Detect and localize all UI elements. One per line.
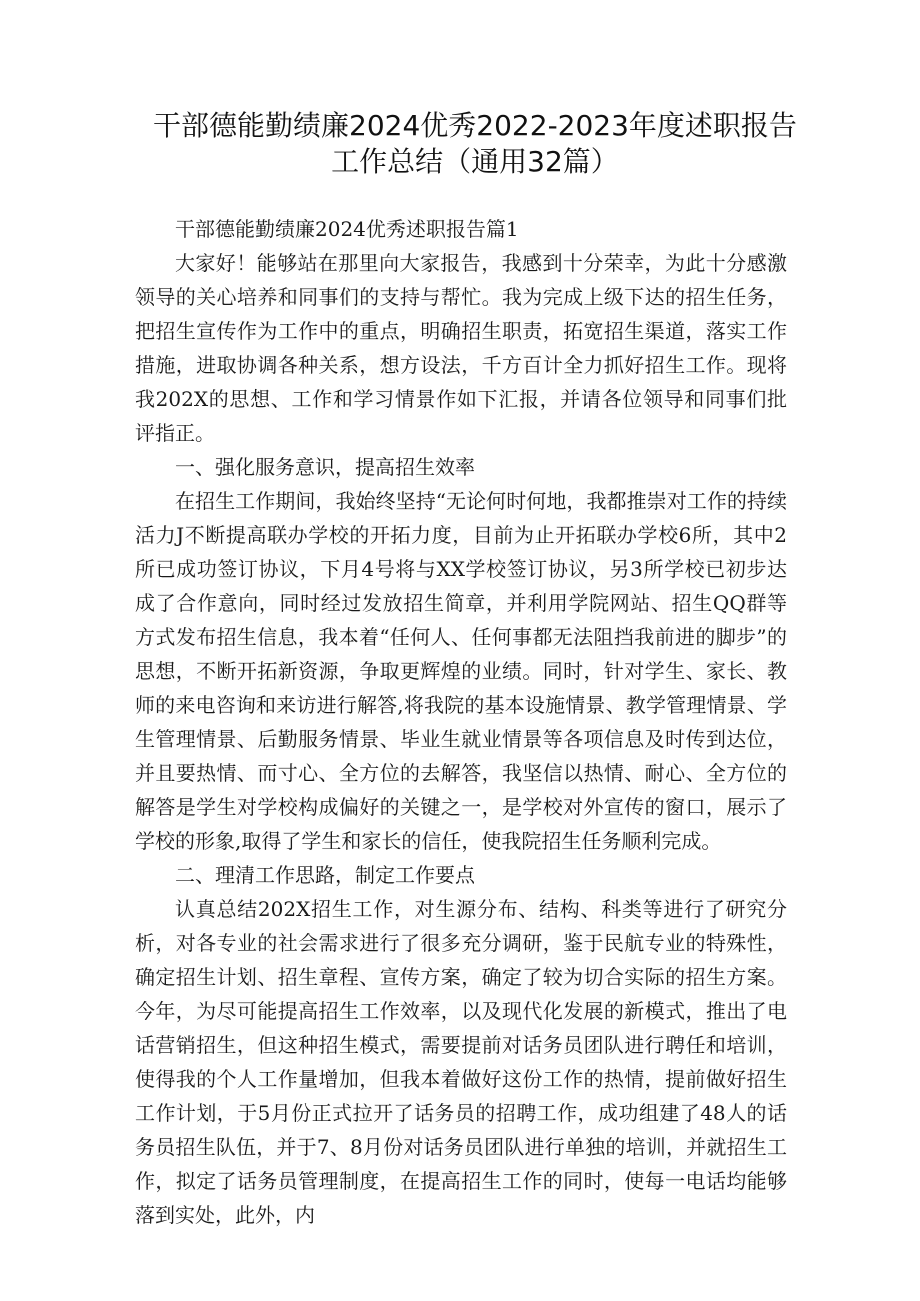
section-heading-1: 一、强化服务意识，提高招生效率 — [175, 455, 475, 479]
paragraph-planning: 认真总结202X招生工作，对生源分布、结构、科类等进行了研究分析，对各专业的社会需求进行了很多充分调研，鉴于民航专业的特殊性，确定招生计划、招生章程、宣传方案，确定了较为切合实际的招生方案。今年，为尽可能提高招生工作效率，以及现代化发展的新模式，推出了电话营销招生，但这种招生模式，需要提前对话务员团队进行聘任和培训，使得我的个人工作量增加，但我本着做好这份工作的热情，提前做好招生工作计划，于5月份正式拉开了话务员的招聘工作，成功组建了48人的话务员招生队伍，并于7、8月份对话务员团队进行单独的培训，并就招生工作，拟定了话务员管理制度，在提高招生工作的同时，使每一电话均能够落到实处，此外，内 — [135, 897, 787, 1227]
paragraph-intro: 大家好！能够站在那里向大家报告，我感到十分荣幸，为此十分感激领导的关心培养和同事们的支持与帮忙。我为完成上级下达的招生任务，把招生宣传作为工作中的重点，明确招生职责，拓宽招生渠道，落实工作措施，进取协调各种关系，想方设法，千方百计全力抓好招生工作。现将我202X的思想、工作和学习情景作如下汇报，并请各位领导和同事们批评指正。 — [135, 251, 787, 445]
section-heading-2: 二、理清工作思路，制定工作要点 — [175, 863, 475, 887]
section-heading-part-1: 干部德能勤绩廉2024优秀述职报告篇1 — [175, 217, 519, 241]
document-title: 干部德能勤绩廉2024优秀2022-2023年度述职报告工作总结（通用32篇） — [153, 109, 797, 178]
paragraph-service: 在招生工作期间，我始终坚持“无论何时何地，我都推崇对工作的持续活力J不断提高联办学校的开拓力度，目前为止开拓联办学校6所，其中2所已成功签订协议，下月4号将与XX学校签订协议，另3所学校已初步达成了合作意向，同时经过发放招生简章，并利用学院网站、招生QQ群等方式发布招生信息，我本着“任何人、任何事都无法阻挡我前进的脚步”的思想，不断开拓新资源，争取更辉煌的业绩。同时，针对学生、家长、教师的来电咨询和来访进行解答,将我院的基本设施情景、教学管理情景、学生管理情景、后勤服务情景、毕业生就业情景等各项信息及时传到达位，并且要热情、而寸心、全方位的去解答，我坚信以热情、耐心、全方位的解答是学生对学校构成偏好的关键之一，是学校对外宣传的窗口，展示了学校的形象,取得了学生和家长的信任，使我院招生任务顺利完成。 — [135, 489, 787, 853]
document-body — [135, 212, 787, 1232]
